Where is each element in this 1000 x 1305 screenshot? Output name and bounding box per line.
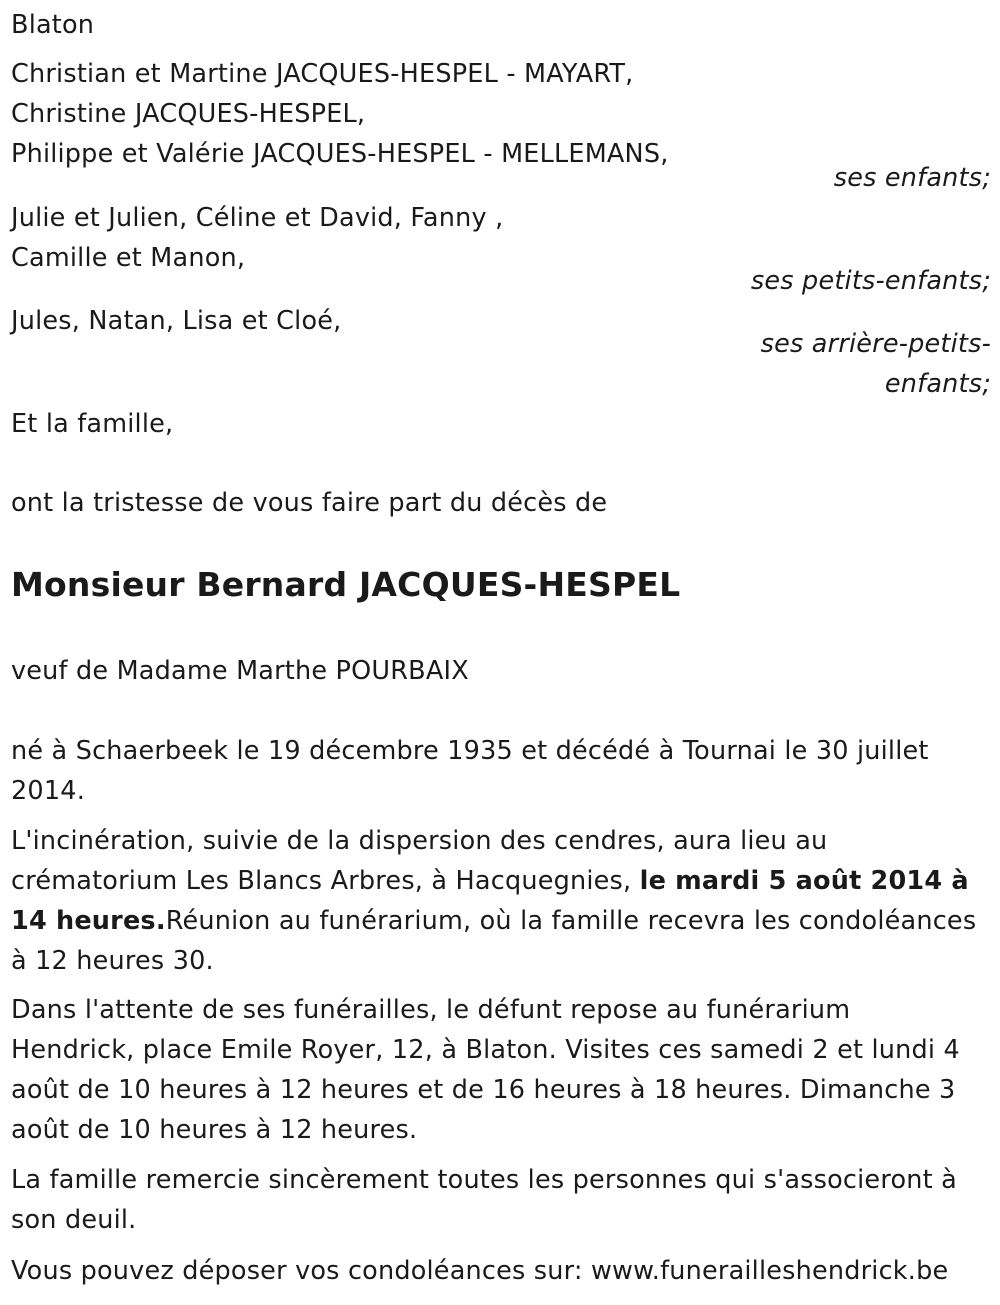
cremation-place: crématorium Les Blancs Arbres, à Hacquegnies,: [11, 866, 640, 896]
heading-place: Blaton: [11, 10, 95, 40]
visits-paragraph: [11, 990, 991, 1150]
child-line: Christian et Martine JACQUES-HESPEL - MAYART,: [11, 59, 634, 89]
great-grandchild-line: Jules, Natan, Lisa et Cloé,: [11, 306, 342, 336]
birth-death-paragraph: [11, 731, 991, 811]
cremation-line: L'incinération, suivie de la dispersion des cendres, aura lieu au: [11, 826, 828, 856]
condolences-line: Vous pouvez déposer vos condoléances sur: www.funerailleshendrick.be: [11, 1256, 949, 1286]
thanks-line: La famille remercie sincèrement toutes les personnes qui s'associeront à: [11, 1165, 957, 1195]
thanks-line: son deuil.: [11, 1205, 137, 1235]
grandchild-line: Camille et Manon,: [11, 243, 246, 273]
deceased-name: Monsieur Bernard JACQUES-HESPEL: [11, 565, 681, 604]
birth-death-line: né à Schaerbeek le 19 décembre 1935 et décédé à Tournai le 30 juillet: [11, 736, 929, 766]
great-grandchildren-role-line1: ses arrière-petits-: [760, 329, 991, 359]
grandchildren-role: ses petits-enfants;: [750, 266, 991, 296]
visits-line: août de 10 heures à 12 heures.: [11, 1115, 418, 1145]
visits-line: août de 10 heures à 12 heures et de 16 heures à 18 heures. Dimanche 3: [11, 1075, 956, 1105]
great-grandchildren-role-line2: enfants;: [884, 369, 991, 399]
birth-death-line: 2014.: [11, 776, 86, 806]
cremation-line: [11, 861, 991, 901]
cremation-paragraph: [11, 821, 991, 981]
children-role: ses enfants;: [833, 163, 991, 193]
cremation-time: 14 heures.: [11, 906, 166, 936]
reception-info: Réunion au funérarium, où la famille recevra les condoléances: [165, 906, 977, 936]
thanks-paragraph: [11, 1160, 991, 1240]
cremation-date: le mardi 5 août 2014 à: [639, 866, 969, 896]
child-line: Philippe et Valérie JACQUES-HESPEL - MELLEMANS,: [11, 139, 669, 169]
visits-line: Dans l'attente de ses funérailles, le défunt repose au funérarium: [11, 995, 851, 1025]
announcement: ont la tristesse de vous faire part du décès de: [11, 488, 608, 518]
cremation-line: à 12 heures 30.: [11, 946, 214, 976]
child-line: Christine JACQUES-HESPEL,: [11, 99, 366, 129]
cremation-line: [11, 901, 991, 941]
widower-of: veuf de Madame Marthe POURBAIX: [11, 656, 469, 686]
grandchild-line: Julie et Julien, Céline et David, Fanny ,: [11, 203, 504, 233]
visits-line: Hendrick, place Emile Royer, 12, à Blaton. Visites ces samedi 2 et lundi 4: [11, 1035, 960, 1065]
family-line: Et la famille,: [11, 409, 174, 439]
